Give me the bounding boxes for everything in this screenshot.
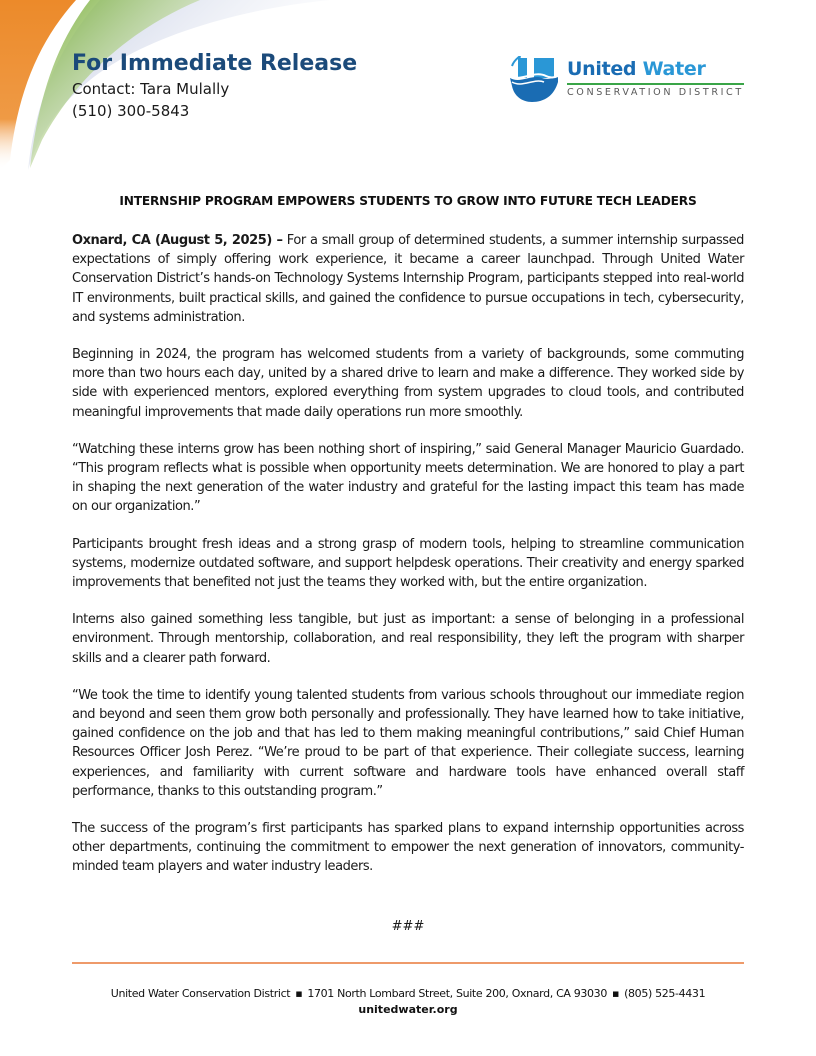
logo-name-water: Water [642, 58, 706, 80]
dateline: Oxnard, CA (August 5, 2025) – [72, 233, 283, 248]
contact-name: Contact: Tara Mulally [72, 80, 230, 98]
end-mark: ### [391, 919, 425, 934]
footer-divider [72, 962, 744, 964]
paragraph-text: For a small group of determined students, a summer internship surpassed expectations of simply offering work experience, it became a career launchpad. Through United Water Conservation District’s hands-on Technology Systems Internship Program, participants stepped into real-world IT environments, built practical skills, and gained the confidence to pursue occupations in tech, cybersecurity, and systems administration. [72, 233, 744, 325]
footer-address: 1701 North Lombard Street, Suite 200, Oxnard, CA 93030 [307, 987, 607, 1000]
logo-wordmark [567, 58, 706, 80]
body-paragraph-6: “We took the time to identify young talented students from various schools throughout our immediate region and beyond and seen them grow both personally and professionally. They have learned how to take initiative, gained confidence on the job and that has led to them making meaningful contributions,” said Chief Human Resources Officer Josh Perez. “We’re proud to be part of that experience. Their collegiate success, learning experiences, and familiarity with current software and hardware tools have enhanced overall staff performance, thanks to this outstanding program.” [72, 687, 744, 799]
footer-phone: (805) 525-4431 [624, 987, 706, 1000]
body-paragraph-3: “Watching these interns grow has been nothing short of inspiring,” said General Manager Mauricio Guardado. “This program reflects what is possible when opportunity meets determination. We are honored to play a part in shaping the next generation of the water industry and grateful for the lasting impact this team has made on our organization.” [72, 441, 744, 515]
water-wave-u-icon [508, 56, 560, 102]
body-paragraph-4: Participants brought fresh ideas and a strong grasp of modern tools, helping to streamline communication systems, modernize outdated software, and support helpdesk operations. Their creativity and energy sparked improvements that benefited not just the teams they worked with, but the entire organization. [72, 536, 744, 591]
body-paragraph-7: The success of the program’s first participants has sparked plans to expand internship opportunities across other departments, continuing the commitment to empower the next generation of innovators, community-minded team players and water industry leaders. [72, 821, 744, 875]
release-title: For Immediate Release [72, 51, 358, 76]
logo-subtitle: CONSERVATION DISTRICT [567, 87, 744, 98]
logo-name-united: United [567, 58, 637, 80]
body-paragraph-1 [72, 231, 744, 327]
press-release-body [72, 231, 744, 895]
body-paragraph-5: Interns also gained something less tangible, but just as important: a sense of belonging in a professional environment. Through mentorship, collaboration, and real responsibility, they left the program with sharper skills and a clearer path forward. [72, 612, 744, 666]
footer-organization: United Water Conservation District [110, 987, 291, 1000]
body-paragraph-2: Beginning in 2024, the program has welcomed students from a variety of backgrounds, some commuting more than two hours each day, united by a shared drive to learn and make a difference. They worked side by side with experienced mentors, explored everything from system upgrades to cloud tools, and contributed meaningful improvements that made daily operations run more smoothly. [72, 347, 744, 420]
contact-phone: (510) 300-5843 [72, 102, 190, 120]
footer-website-link[interactable]: unitedwater.org [358, 1003, 458, 1016]
organization-logo [508, 56, 748, 106]
logo-divider [567, 83, 744, 85]
release-header [72, 50, 357, 122]
footer-contact-line [40, 987, 776, 1000]
press-release-headline: INTERNSHIP PROGRAM EMPOWERS STUDENTS TO GROW INTO FUTURE TECH LEADERS [119, 194, 697, 208]
bullet-separator-icon: ▪ [611, 987, 620, 1000]
bullet-separator-icon: ▪ [295, 987, 303, 1000]
